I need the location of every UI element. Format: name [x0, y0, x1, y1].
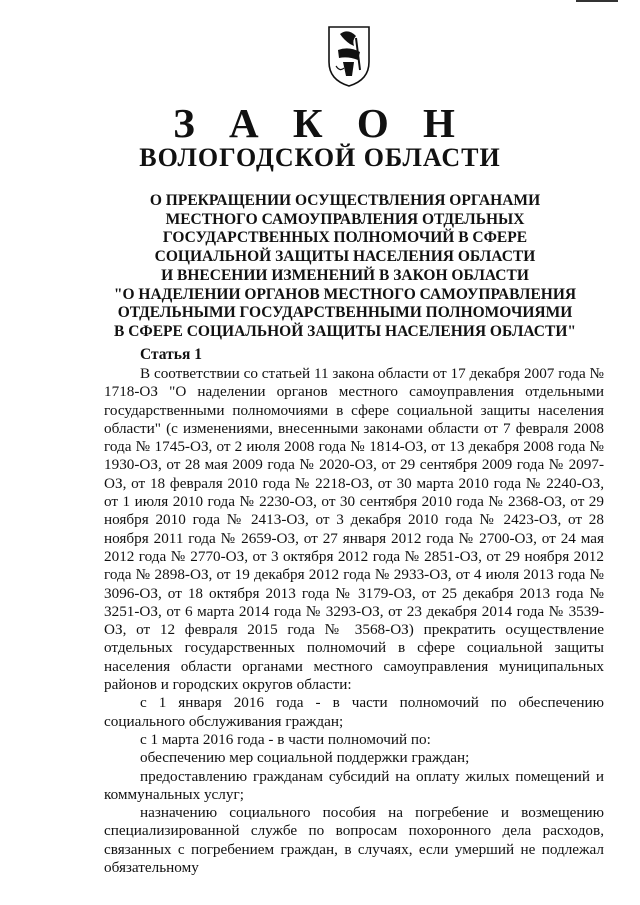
article-body — [104, 365, 604, 877]
body-paragraph: назначению социального пособия на погребение и возмещению специализированной службе по вопросам похоронного дела расходов, связанных с погребением граждан, в случаях, если умерший не подлежал обязательному — [104, 804, 604, 877]
subject-line: "О НАДЕЛЕНИИ ОРГАНОВ МЕСТНОГО САМОУПРАВЛЕНИЯ — [113, 285, 577, 303]
subject-line: СОЦИАЛЬНОЙ ЗАЩИТЫ НАСЕЛЕНИЯ ОБЛАСТИ — [154, 248, 536, 266]
body-paragraph: с 1 марта 2016 года - в части полномочий по: — [140, 730, 431, 748]
body-paragraph: предоставлению гражданам субсидий на оплату жилых помещений и коммунальных услуг; — [104, 767, 604, 803]
subject-line: О ПРЕКРАЩЕНИИ ОСУЩЕСТВЛЕНИЯ ОРГАНАМИ — [149, 192, 541, 209]
law-subject — [90, 192, 600, 342]
body-paragraph: с 1 января 2016 года - в части полномочий по обеспечению социального обслуживания граждан; — [104, 694, 604, 730]
law-title: З А К О Н — [173, 100, 467, 146]
region-title: ВОЛОГОДСКОЙ ОБЛАСТИ — [139, 143, 501, 172]
article-heading: Статья 1 — [140, 346, 202, 363]
subject-line: В СФЕРЕ СОЦИАЛЬНОЙ ЗАЩИТЫ НАСЕЛЕНИЯ ОБЛАСТИ" — [114, 322, 576, 340]
corner-mark — [576, 0, 618, 2]
subject-line: И ВНЕСЕНИИ ИЗМЕНЕНИЙ В ЗАКОН ОБЛАСТИ — [161, 266, 529, 284]
coat-of-arms-icon — [326, 24, 372, 88]
body-paragraph: обеспечению мер социальной поддержки граждан; — [140, 749, 470, 767]
subject-line: ГОСУДАРСТВЕННЫХ ПОЛНОМОЧИЙ В СФЕРЕ — [162, 229, 528, 247]
body-paragraph: В соответствии со статьей 11 закона области от 17 декабря 2007 года № 1718-ОЗ "О наделении органов местного самоуправления отдельными государственными полномочиями в сфере социальной защиты населения области" (с изменениями, внесенными законами области от 7 февраля 2008 года № 1745-ОЗ, от 2 июля 2008 года № 1814-ОЗ, от 13 декабря 2008 года № 1930-ОЗ, от 28 мая 2009 года № 2020-ОЗ, от 29 сентября 2009 года № 2097-ОЗ, от 18 февраля 2010 года № 2218-ОЗ, от 30 марта 2010 года № 2240-ОЗ, от 1 июля 2010 года № 2230-ОЗ, от 30 сентября 2010 года № 2368-ОЗ, от 29 ноября 2010 года № 2413-ОЗ, от 3 декабря 2010 года № 2423-ОЗ, от 28 ноября 2011 года № 2659-ОЗ, от 27 января 2012 года № 2700-ОЗ, от 24 мая 2012 года № 2770-ОЗ, от 3 октября 2012 года № 2851-ОЗ, от 29 ноября 2012 года № 2898-ОЗ, от 19 декабря 2012 года № 2933-ОЗ, от 4 июля 2013 года № 3096-ОЗ, от 18 октября 2013 года № 3179-ОЗ, от 25 декабря 2013 года № 3251-ОЗ, от 6 марта 2014 года № 3293-ОЗ, от 23 декабря 2014 года № 3539-ОЗ, от 12 февраля 2015 года № 3568-ОЗ) прекратить осуществление отдельных государственных полномочий в сфере социальной защиты населения области органами местного самоуправления муниципальных районов и городских округов области: — [104, 365, 604, 694]
subject-line: ОТДЕЛЬНЫМИ ГОСУДАРСТВЕННЫМИ ПОЛНОМОЧИЯМИ — [117, 304, 573, 322]
subject-line: МЕСТНОГО САМОУПРАВЛЕНИЯ ОТДЕЛЬНЫХ — [165, 210, 525, 228]
